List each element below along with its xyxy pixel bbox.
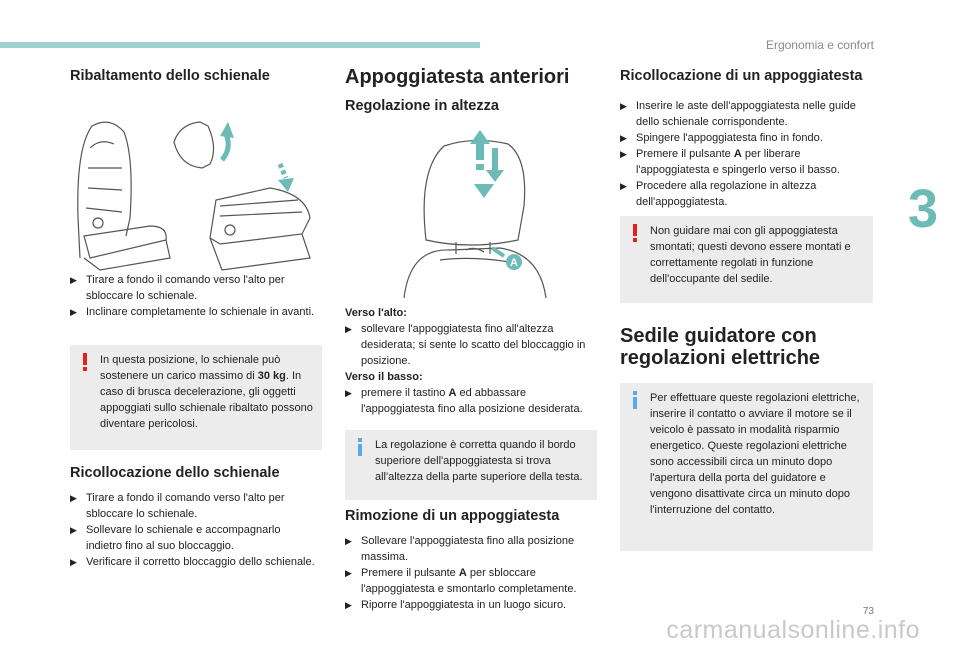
remove-steps — [345, 533, 600, 613]
fold-step-1: Tirare a fondo il comando verso l'alto per sbloccare lo schienale. — [86, 274, 285, 302]
refit-step-4: Procedere alla regolazione in altezza dell'appoggiatesta. — [636, 180, 817, 208]
arrow-bullet-icon: ▶ — [620, 181, 627, 191]
warning-box-load — [70, 345, 322, 450]
step-down: premere il tastino A ed abbassare l'appoggiatesta fino alla posizione desiderata. — [361, 387, 583, 415]
heading-remove-headrest: Rimozione di un appoggiatesta — [345, 508, 560, 524]
arrow-bullet-icon: ▶ — [70, 557, 77, 567]
arrow-bullet-icon: ▶ — [620, 101, 627, 111]
fold-step-2: Inclinare completamente lo schienale in avanti. — [86, 306, 315, 318]
info-box-height — [345, 430, 597, 500]
exclamation-icon — [80, 353, 90, 371]
remove-step-1: Sollevare l'appoggiatesta fino alla posizione massima. — [361, 535, 575, 563]
page-title-electric-seat: Sedile guidatore con regolazioni elettriche — [620, 325, 821, 369]
reset-step-1: Tirare a fondo il comando verso l'alto per sbloccare lo schienale. — [86, 492, 285, 520]
arrow-bullet-icon: ▶ — [345, 388, 352, 398]
callout-a-label: A — [510, 257, 518, 269]
reset-step-3: Verificare il corretto bloccaggio dello schienale. — [86, 556, 315, 568]
warning-text-load: In questa posizione, lo schienale può sostenere un carico massimo di 30 kg. In caso di brusca decelerazione, gli oggetti appoggiati sullo schienale ribaltato possono diventare pericolosi. — [100, 354, 313, 430]
arrow-bullet-icon: ▶ — [70, 493, 77, 503]
height-adjust-instructions — [345, 305, 597, 417]
arrow-bullet-icon: ▶ — [345, 324, 352, 334]
reset-step-2: Sollevare lo schienale e accompagnarlo indietro fino al suo bloccaggio. — [86, 524, 281, 552]
heading-backrest-fold: Ribaltamento dello schienale — [70, 68, 270, 84]
info-text-height: La regolazione è corretta quando il bordo superiore dell'appoggiatesta si trova all'altezza della parte superiore della testa. — [375, 439, 583, 483]
arrow-bullet-icon: ▶ — [620, 133, 627, 143]
info-text-electric: Per effettuare queste regolazioni elettriche, inserire il contatto o avviare il motore se il veicolo è passato in modalità risparmio energetico. Queste regolazioni elettriche sono accessibili circa un minuto dopo l'apertura della porta del guidatore e vengono disattivate circa un minuto dopo l'interruzione del contatto. — [650, 392, 860, 516]
refit-steps — [620, 98, 872, 210]
reset-steps — [70, 490, 318, 570]
section-name: Ergonomia e confort — [765, 38, 874, 52]
label-down: Verso il basso: — [345, 371, 423, 383]
seat-fold-illustration — [70, 108, 322, 276]
arrow-bullet-icon: ▶ — [345, 536, 352, 546]
page-number: 73 — [862, 606, 874, 617]
remove-step-2: Premere il pulsante A per sbloccare l'appoggiatesta e smontarlo completamente. — [361, 567, 577, 595]
arrow-bullet-icon: ▶ — [345, 568, 352, 578]
arrow-bullet-icon: ▶ — [70, 525, 77, 535]
heading-height-adjust: Regolazione in altezza — [345, 98, 499, 114]
info-icon — [630, 391, 640, 409]
arrow-bullet-icon: ▶ — [620, 149, 627, 159]
chapter-number: 3 — [907, 179, 938, 239]
top-accent-bar — [0, 42, 480, 48]
fold-steps — [70, 272, 318, 320]
heading-refit-headrest: Ricollocazione di un appoggiatesta — [620, 68, 863, 84]
arrow-bullet-icon: ▶ — [70, 275, 77, 285]
label-up: Verso l'alto: — [345, 307, 407, 319]
refit-step-2: Spingere l'appoggiatesta fino in fondo. — [636, 132, 823, 144]
exclamation-icon — [630, 224, 640, 242]
info-icon — [355, 438, 365, 456]
step-up: sollevare l'appoggiatesta fino all'altezza desiderata; si sente lo scatto del bloccaggio in posizione. — [361, 323, 586, 367]
refit-step-3: Premere il pulsante A per liberare l'appoggiatesta e spingerlo verso il basso. — [636, 148, 840, 176]
page-title-headrests: Appoggiatesta anteriori — [345, 66, 570, 88]
arrow-bullet-icon: ▶ — [345, 600, 352, 610]
remove-step-3: Riporre l'appoggiatesta in un luogo sicuro. — [361, 599, 567, 611]
watermark: carmanualsonline.info — [666, 616, 920, 644]
info-box-electric — [620, 383, 873, 551]
heading-backrest-reset: Ricollocazione dello schienale — [70, 465, 280, 481]
headrest-illustration — [400, 130, 548, 298]
arrow-bullet-icon: ▶ — [70, 307, 77, 317]
refit-step-1: Inserire le aste dell'appoggiatesta nelle guide dello schienale corrispondente. — [636, 100, 856, 128]
warning-text-headrests: Non guidare mai con gli appoggiatesta smontati; questi devono essere montati e correttamente regolati in funzione dell'occupante del sedile. — [650, 225, 851, 285]
warning-box-headrests — [620, 216, 873, 303]
